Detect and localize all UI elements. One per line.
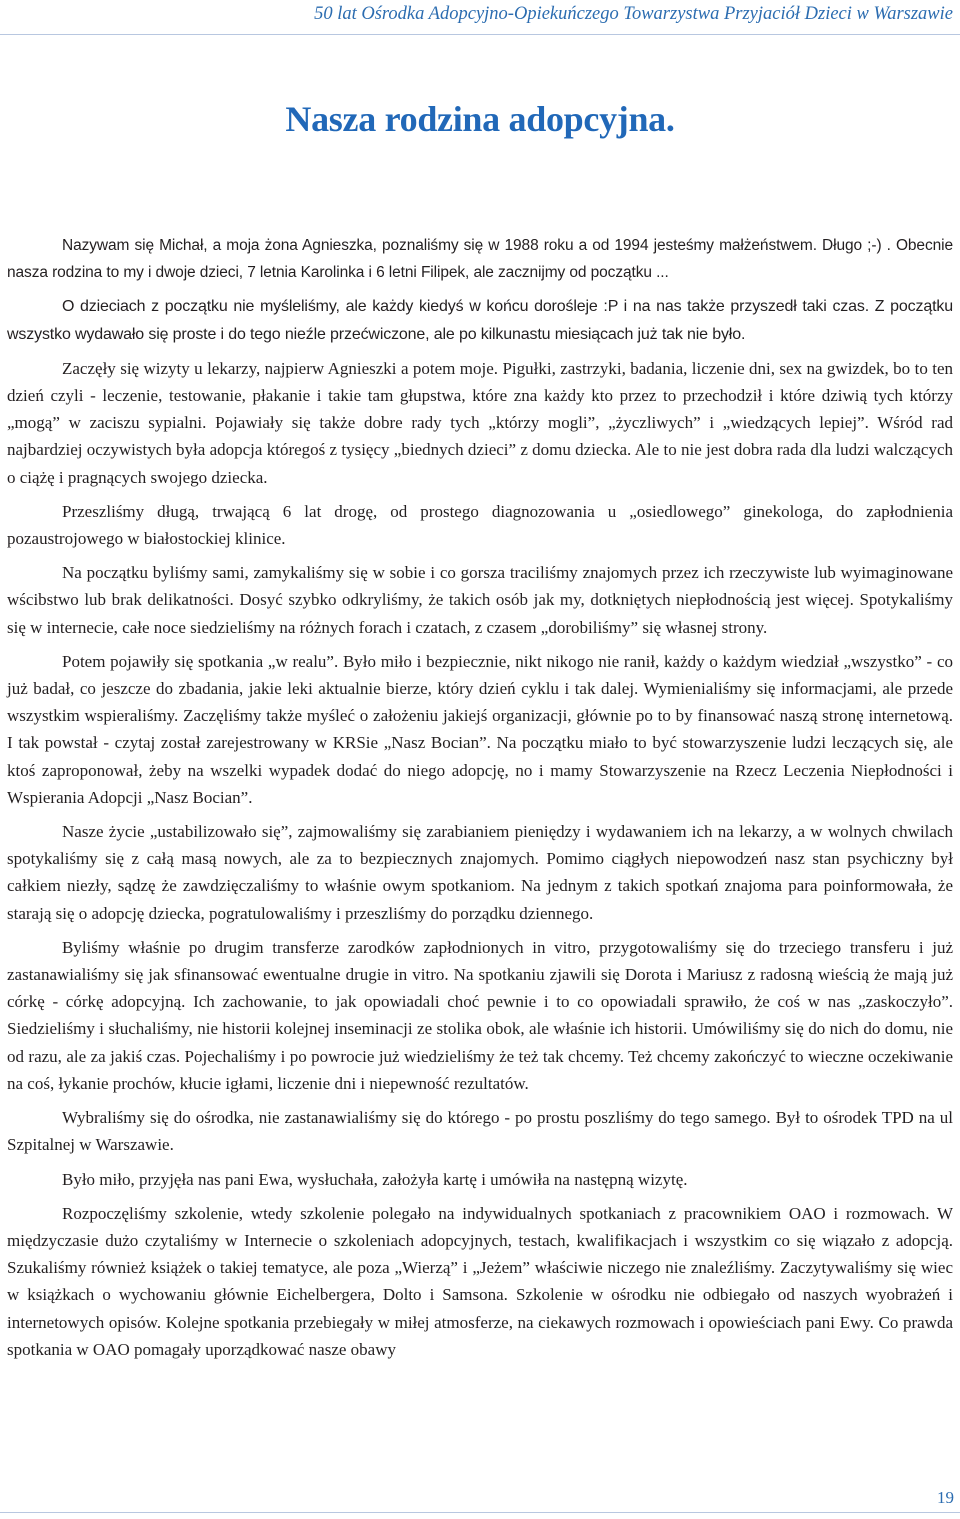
paragraph: Na początku byliśmy sami, zamykaliśmy się w sobie i co gorsza traciliśmy znajomych przez ich rzeczywiste lub wyimaginowane wścibstwo lub brak delikatności. Dosyć szybko odkryliśmy, że takich osób jak my, dotkniętych niepłodnością jest więcej. Spotykaliśmy się w internecie, całe noce siedzieliśmy na różnych forach i czatach, z czasem „dorobiliśmy” się własnej strony. [7, 563, 953, 637]
header-rule [0, 34, 960, 35]
footer-rule [0, 1512, 960, 1513]
paragraph: Wybraliśmy się do ośrodka, nie zastanawialiśmy się do którego - po prostu poszliśmy do tego samego. Był to ośrodek TPD na ul Szpitalnej w Warszawie. [7, 1108, 953, 1155]
paragraph: Było miło, przyjęła nas pani Ewa, wysłuchała, założyła kartę i umówiła na następną wizytę. [62, 1169, 688, 1189]
paragraph: Byliśmy właśnie po drugim transferze zarodków zapłodnionych in vitro, przygotowaliśmy się do trzeciego transferu i już zastanawialiśmy się jak sfinansować ewentualne drugie in vitro. Na spotkaniu zjawili się Dorota i Mariusz z radosną wieścią że mają już córkę - córkę adopcyjną. Ich zachowanie, to jak opowiadali choć pewnie i to co opowiadali sprawiło, że coś w nas „zaskoczyło”. Siedzieliśmy i słuchaliśmy, nie historii kolejnej inseminacji ze stolika obok, ale właśnie ich historii. Umówiliśmy się do nich do domu, nie od razu, ale za jakiś czas. Pojechaliśmy i po powrocie już wiedzieliśmy że też tak chcemy. Też chcemy zakończyć to wieczne oczekiwanie na coś, łykanie prochów, kłucie igłami, liczenie dni i niepewność rezultatów. [7, 937, 953, 1093]
running-header: 50 lat Ośrodka Adopcyjno-Opiekuńczego Towarzystwa Przyjaciół Dzieci w Warszawie [314, 4, 953, 24]
page-number: 19 [937, 1488, 954, 1507]
paragraph: O dzieciach z początku nie myśleliśmy, ale każdy kiedyś w końcu dorośleje :P i na nas także przyszedł taki czas. Z początku wszystko wydawało się proste i do tego nieźle przećwiczone, ale po kilkunastu miesiącach już tak nie było. [7, 298, 953, 343]
paragraph: Nasze życie „ustabilizowało się”, zajmowaliśmy się zarabianiem pieniędzy i wydawaniem ich na lekarzy, a w wolnych chwilach spotykaliśmy się z całą masą nowych, ale za to bezpiecznych znajomych. Pomimo ciągłych niepowodzeń nasz stan psychiczny był całkiem niezły, sądzę że zawdzięczaliśmy to właśnie owym spotkaniom. Na jednym z takich spotkań znajoma para poinformowała, że starają się o adopcję dziecka, pogratulowaliśmy i przeszliśmy do porządku dziennego. [7, 822, 953, 923]
paragraph: Rozpoczęliśmy szkolenie, wtedy szkolenie polegało na indywidualnych spotkaniach z pracownikiem OAO i rozmowach. W międzyczasie dużo czytaliśmy w Internecie o szkoleniach adopcyjnych, testach, kwalifikacjach i wszystkim co się wiązało z adopcją. Szukaliśmy również książek o takiej tematyce, ale poza „Wierzą” i „Jeżem” właściwie niczego nie znaleźliśmy. Zaczytywaliśmy się wiec w książkach o wychowaniu głównie Eichelbergera, Dolto i Samsona. Szkolenie w ośrodku nie odbiegało od naszych wyobrażeń i internetowych opisów. Kolejne spotkania przebiegały w miłej atmosferze, na ciekawych rozmowach i opowieściach pani Ewy. Co prawda spotkania w OAO pomagały uporządkować nasze obawy [7, 1203, 953, 1359]
paragraph: Zaczęły się wizyty u lekarzy, najpierw Agnieszki a potem moje. Pigułki, zastrzyki, badania, liczenie dni, sex na gwizdek, bo to ten dzień czyli - leczenie, testowanie, płakanie i takie tam głupstwa, które zna każdy kto przez to przechodził i które dziwią tych którzy „mogą” w zaciszu sypialni. Pojawiały się także dobre rady tych „którzy mogli”, „życzliwych” i „wiedzących lepiej”. Wśród rad najbardziej oczywistych była adopcja któregoś z tysięcy „biednych dzieci” z domu dziecka. Ale to nie jest dobra rada dla ludzi walczących o ciążę i pragnących swojego dziecka. [7, 358, 953, 487]
paragraph: Przeszliśmy długą, trwającą 6 lat drogę, od prostego diagnozowania u „osiedlowego” ginekologa, do zapłodnienia pozaustrojowego w białostockiej klinice. [7, 501, 953, 549]
article-body [7, 232, 953, 1370]
paragraph: Potem pojawiły się spotkania „w realu”. Było miło i bezpiecznie, nikt nikogo nie ranił, każdy o każdym wiedział „wszystko” - co już badał, co jeszcze do zbadania, jakie leki aktualnie bierze, który dzień cyklu i tak dalej. Wymienialiśmy się informacjami, ale przede wszystkim wspieraliśmy. Zaczęliśmy także myśleć o założeniu jakiejś organizacji, głównie po to by finansować naszą stronę internetową. I tak powstał - czytaj został zarejestrowany w KRSie „Nasz Bocian”. Na początku miało to być stowarzyszenie ludzi leczących się, ale ktoś zaproponował, żeby na wszelki wypadek dodać do niego adopcję, no i mamy Stowarzyszenie na Rzecz Leczenia Niepłodności i Wspierania Adopcji „Nasz Bocian”. [7, 651, 953, 807]
paragraph: Nazywam się Michał, a moja żona Agnieszka, poznaliśmy się w 1988 roku a od 1994 jesteśmy małżeństwem. Długo ;-) . Obecnie nasza rodzina to my i dwoje dzieci, 7 letnia Karolinka i 6 letni Filipek, ale zacznijmy od początku ... [7, 237, 953, 282]
page-title: Nasza rodzina adopcyjna. [285, 99, 675, 139]
